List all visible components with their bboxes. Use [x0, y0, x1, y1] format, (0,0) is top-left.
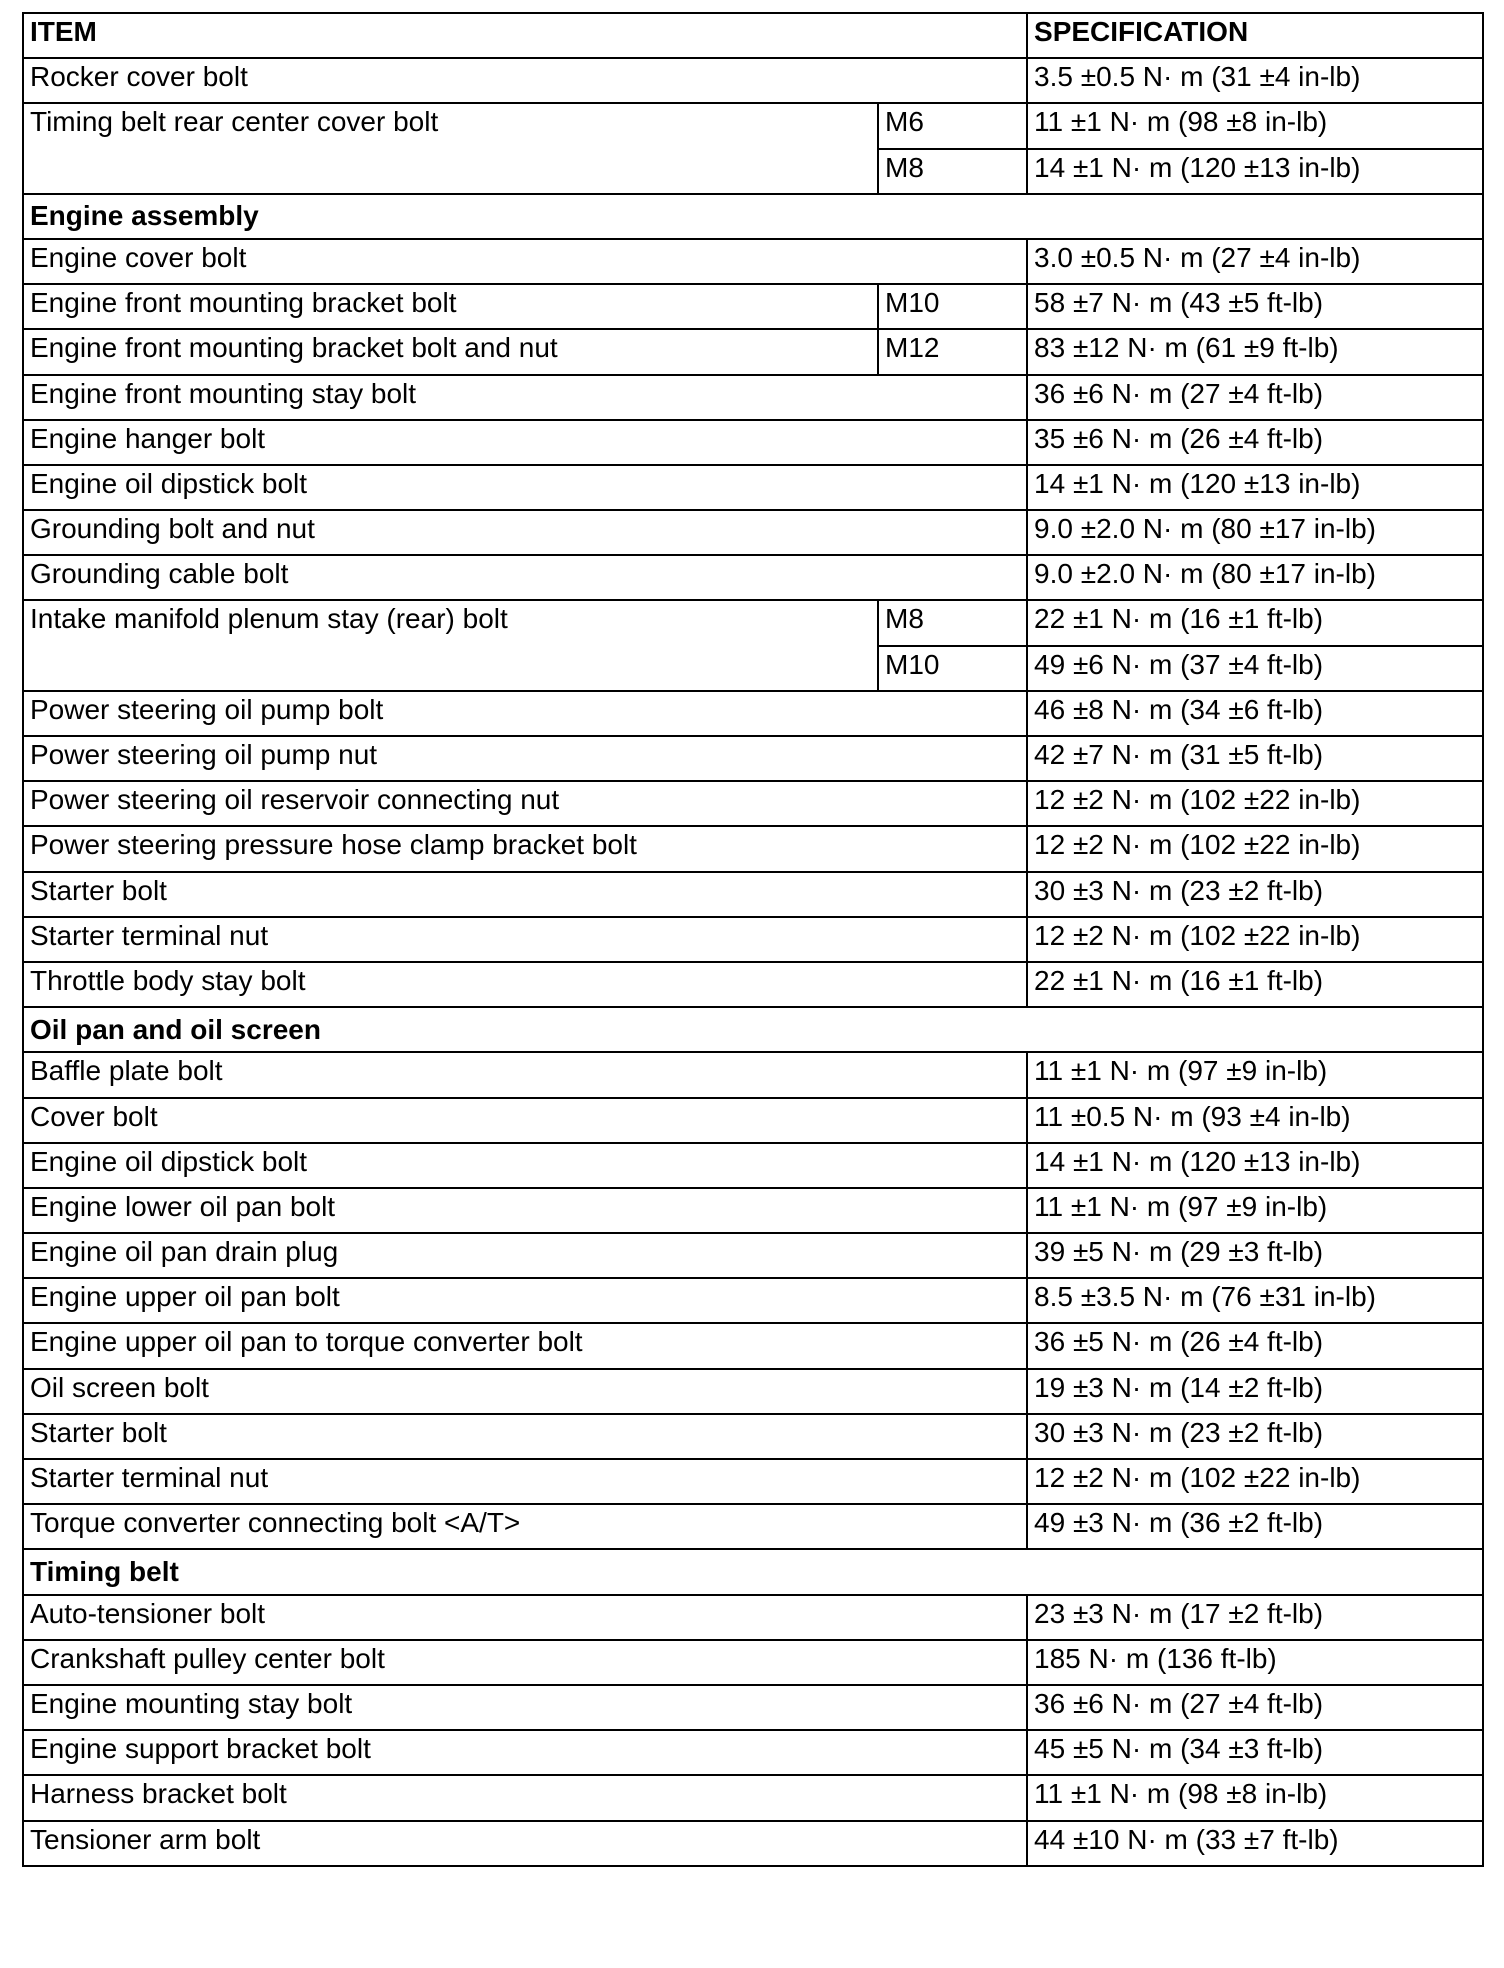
spec-cell: 36 ±5 N· m (26 ±4 ft-lb)	[1027, 1323, 1483, 1368]
spec-cell: 14 ±1 N· m (120 ±13 in-lb)	[1027, 149, 1483, 194]
item-cell: Engine lower oil pan bolt	[23, 1188, 1027, 1233]
item-cell: Grounding bolt and nut	[23, 510, 1027, 555]
spec-cell: 19 ±3 N· m (14 ±2 ft-lb)	[1027, 1369, 1483, 1414]
spec-cell: 49 ±6 N· m (37 ±4 ft-lb)	[1027, 646, 1483, 691]
size-cell: M8	[878, 600, 1027, 645]
item-cell: Engine upper oil pan to torque converter bolt	[23, 1323, 1027, 1368]
table-row	[23, 1323, 1483, 1368]
table-row	[23, 375, 1483, 420]
item-cell: Auto-tensioner bolt	[23, 1595, 1027, 1640]
spec-cell: 45 ±5 N· m (34 ±3 ft-lb)	[1027, 1730, 1483, 1775]
item-cell: Engine oil dipstick bolt	[23, 1143, 1027, 1188]
table-row	[23, 58, 1483, 103]
spec-cell: 14 ±1 N· m (120 ±13 in-lb)	[1027, 1143, 1483, 1188]
table-row	[23, 1414, 1483, 1459]
spec-cell: 9.0 ±2.0 N· m (80 ±17 in-lb)	[1027, 555, 1483, 600]
spec-cell: 12 ±2 N· m (102 ±22 in-lb)	[1027, 1459, 1483, 1504]
spec-cell: 11 ±1 N· m (97 ±9 in-lb)	[1027, 1052, 1483, 1097]
table-row	[23, 1504, 1483, 1549]
table-row	[23, 1369, 1483, 1414]
size-cell: M8	[878, 149, 1027, 194]
item-cell: Engine mounting stay bolt	[23, 1685, 1027, 1730]
specification-column-header: SPECIFICATION	[1027, 13, 1483, 58]
section-row	[23, 1007, 1483, 1052]
spec-cell: 12 ±2 N· m (102 ±22 in-lb)	[1027, 781, 1483, 826]
table-row	[23, 736, 1483, 781]
spec-cell: 23 ±3 N· m (17 ±2 ft-lb)	[1027, 1595, 1483, 1640]
spec-cell: 22 ±1 N· m (16 ±1 ft-lb)	[1027, 962, 1483, 1007]
item-cell: Oil screen bolt	[23, 1369, 1027, 1414]
table-row	[23, 826, 1483, 871]
item-cell: Engine front mounting stay bolt	[23, 375, 1027, 420]
item-cell: Power steering oil pump nut	[23, 736, 1027, 781]
table-row	[23, 420, 1483, 465]
table-row	[23, 1052, 1483, 1097]
item-cell: Harness bracket bolt	[23, 1775, 1027, 1820]
table-row	[23, 962, 1483, 1007]
item-cell: Engine oil dipstick bolt	[23, 465, 1027, 510]
spec-cell: 58 ±7 N· m (43 ±5 ft-lb)	[1027, 284, 1483, 329]
spec-cell: 49 ±3 N· m (36 ±2 ft-lb)	[1027, 1504, 1483, 1549]
table-row	[23, 1685, 1483, 1730]
item-cell: Power steering pressure hose clamp bracket bolt	[23, 826, 1027, 871]
table-row	[23, 1459, 1483, 1504]
spec-cell: 3.0 ±0.5 N· m (27 ±4 in-lb)	[1027, 239, 1483, 284]
table-row	[23, 1775, 1483, 1820]
spec-cell: 83 ±12 N· m (61 ±9 ft-lb)	[1027, 329, 1483, 374]
table-row	[23, 555, 1483, 600]
table-row	[23, 239, 1483, 284]
item-cell: Engine hanger bolt	[23, 420, 1027, 465]
item-cell: Engine upper oil pan bolt	[23, 1278, 1027, 1323]
spec-cell: 35 ±6 N· m (26 ±4 ft-lb)	[1027, 420, 1483, 465]
table-row	[23, 1143, 1483, 1188]
spec-cell: 8.5 ±3.5 N· m (76 ±31 in-lb)	[1027, 1278, 1483, 1323]
table-row	[23, 1821, 1483, 1866]
item-cell: Engine front mounting bracket bolt and nut	[23, 329, 878, 374]
table-row	[23, 691, 1483, 736]
section-row	[23, 194, 1483, 239]
item-cell: Torque converter connecting bolt <A/T>	[23, 1504, 1027, 1549]
table-row	[23, 872, 1483, 917]
spec-cell: 12 ±2 N· m (102 ±22 in-lb)	[1027, 826, 1483, 871]
item-cell: Crankshaft pulley center bolt	[23, 1640, 1027, 1685]
item-cell: Grounding cable bolt	[23, 555, 1027, 600]
item-cell: Power steering oil reservoir connecting nut	[23, 781, 1027, 826]
table-row	[23, 781, 1483, 826]
spec-cell: 30 ±3 N· m (23 ±2 ft-lb)	[1027, 1414, 1483, 1459]
spec-cell: 22 ±1 N· m (16 ±1 ft-lb)	[1027, 600, 1483, 645]
item-cell: Starter bolt	[23, 872, 1027, 917]
table-row	[23, 510, 1483, 555]
item-cell: Intake manifold plenum stay (rear) bolt	[23, 600, 878, 690]
section-title-oil-pan: Oil pan and oil screen	[23, 1007, 1483, 1052]
table-row	[23, 1595, 1483, 1640]
item-cell: Power steering oil pump bolt	[23, 691, 1027, 736]
item-column-header: ITEM	[23, 13, 1027, 58]
spec-cell: 12 ±2 N· m (102 ±22 in-lb)	[1027, 917, 1483, 962]
size-cell: M12	[878, 329, 1027, 374]
item-cell: Rocker cover bolt	[23, 58, 1027, 103]
torque-spec-table	[22, 12, 1484, 1867]
table-row	[23, 1278, 1483, 1323]
spec-cell: 11 ±1 N· m (98 ±8 in-lb)	[1027, 103, 1483, 148]
spec-cell: 46 ±8 N· m (34 ±6 ft-lb)	[1027, 691, 1483, 736]
item-cell: Tensioner arm bolt	[23, 1821, 1027, 1866]
spec-cell: 30 ±3 N· m (23 ±2 ft-lb)	[1027, 872, 1483, 917]
table-row	[23, 1640, 1483, 1685]
item-cell: Starter terminal nut	[23, 917, 1027, 962]
size-cell: M10	[878, 646, 1027, 691]
spec-cell: 44 ±10 N· m (33 ±7 ft-lb)	[1027, 1821, 1483, 1866]
table-header-row	[23, 13, 1483, 58]
table-row	[23, 1188, 1483, 1233]
item-cell: Starter terminal nut	[23, 1459, 1027, 1504]
table-row	[23, 1098, 1483, 1143]
table-row	[23, 1233, 1483, 1278]
table-row	[23, 284, 1483, 329]
spec-cell: 36 ±6 N· m (27 ±4 ft-lb)	[1027, 1685, 1483, 1730]
table-row	[23, 465, 1483, 510]
spec-cell: 14 ±1 N· m (120 ±13 in-lb)	[1027, 465, 1483, 510]
table-row	[23, 1730, 1483, 1775]
item-cell: Engine oil pan drain plug	[23, 1233, 1027, 1278]
item-cell: Engine cover bolt	[23, 239, 1027, 284]
spec-cell: 42 ±7 N· m (31 ±5 ft-lb)	[1027, 736, 1483, 781]
spec-cell: 11 ±1 N· m (98 ±8 in-lb)	[1027, 1775, 1483, 1820]
item-cell: Throttle body stay bolt	[23, 962, 1027, 1007]
section-title-engine-assembly: Engine assembly	[23, 194, 1483, 239]
spec-cell: 39 ±5 N· m (29 ±3 ft-lb)	[1027, 1233, 1483, 1278]
section-title-timing-belt: Timing belt	[23, 1549, 1483, 1594]
item-cell: Timing belt rear center cover bolt	[23, 103, 878, 193]
item-cell: Engine support bracket bolt	[23, 1730, 1027, 1775]
item-cell: Starter bolt	[23, 1414, 1027, 1459]
size-cell: M6	[878, 103, 1027, 148]
spec-cell: 36 ±6 N· m (27 ±4 ft-lb)	[1027, 375, 1483, 420]
spec-cell: 11 ±0.5 N· m (93 ±4 in-lb)	[1027, 1098, 1483, 1143]
table-row	[23, 917, 1483, 962]
item-cell: Engine front mounting bracket bolt	[23, 284, 878, 329]
item-cell: Cover bolt	[23, 1098, 1027, 1143]
table-row	[23, 600, 1483, 645]
table-row	[23, 329, 1483, 374]
spec-cell: 3.5 ±0.5 N· m (31 ±4 in-lb)	[1027, 58, 1483, 103]
section-row	[23, 1549, 1483, 1594]
size-cell: M10	[878, 284, 1027, 329]
spec-cell: 9.0 ±2.0 N· m (80 ±17 in-lb)	[1027, 510, 1483, 555]
spec-cell: 185 N· m (136 ft-lb)	[1027, 1640, 1483, 1685]
table-row	[23, 103, 1483, 148]
item-cell: Baffle plate bolt	[23, 1052, 1027, 1097]
spec-cell: 11 ±1 N· m (97 ±9 in-lb)	[1027, 1188, 1483, 1233]
